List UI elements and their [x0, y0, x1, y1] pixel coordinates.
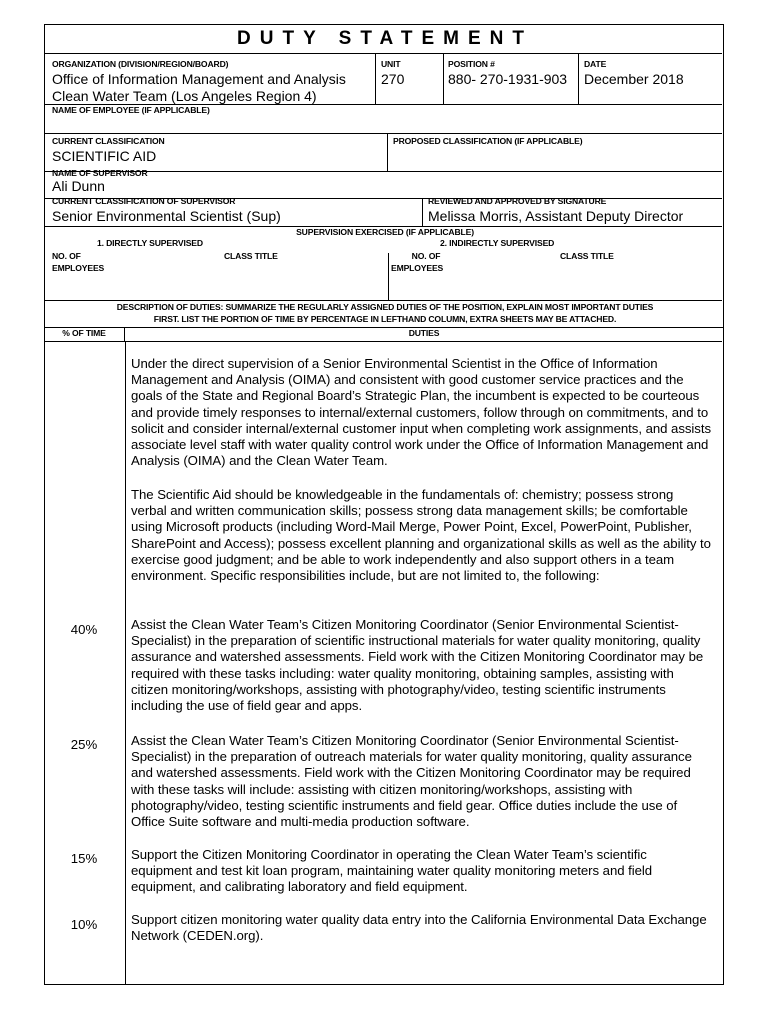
supervisor-name-label: NAME OF SUPERVISOR [52, 168, 148, 178]
position-value: 880- 270-1931-903 [448, 71, 568, 87]
org-label: ORGANIZATION (DIVISION/REGION/BOARD) [52, 59, 229, 69]
duty-text: Support citizen monitoring water quality data entry into the California Environmental Data Exchange Network (CEDEN.org). [131, 912, 707, 944]
reviewed-value: Melissa Morris, Assistant Deputy Director [428, 208, 684, 224]
duty-percent: 40% [70, 622, 98, 637]
supervision-heading: SUPERVISION EXERCISED (IF APPLICABLE) [296, 227, 474, 237]
rule-date-left [578, 53, 579, 104]
org-line2: Clean Water Team (Los Angeles Region 4) [52, 88, 317, 104]
rule-proposed-left [387, 133, 388, 171]
unit-value: 270 [381, 71, 405, 87]
position-label: POSITION # [448, 59, 495, 69]
supervisor-name-value: Ali Dunn [52, 178, 105, 194]
rule-under-supervision [45, 300, 722, 301]
duty-text: Assist the Clean Water Team’s Citizen Monitoring Coordinator (Senior Environmental Scientist-Specialist) in the preparation of scientific instructional materials for water quality monitoring, quality assurance and watershed assessments. Field work with the Citizen Monitoring Coordinator may be required with these tasks including: water quality monitoring, obtaining samples, assisting with citizen monitoring/workshops, assisting with photography/video, testing scientific instruments including the use of field gear and apps. [131, 617, 704, 714]
indirect-employees-label: EMPLOYEES [391, 263, 444, 273]
rule-percent-column [125, 341, 126, 984]
direct-employees-label: EMPLOYEES [52, 263, 105, 273]
indirect-no-of-label: NO. OF [411, 251, 441, 261]
current-classification-label: CURRENT CLASSIFICATION [52, 136, 165, 146]
description-instructions-line1: DESCRIPTION OF DUTIES: SUMMARIZE THE REGULARLY ASSIGNED DUTIES OF THE POSITION, EXPLAIN MOST IMPORTANT DUTIES [116, 302, 654, 312]
supervisor-class-label: CURRENT CLASSIFICATION OF SUPERVISOR [52, 196, 236, 206]
page-title: DUTY STATEMENT [237, 28, 533, 49]
rule-position-left [443, 53, 444, 104]
org-line1: Office of Information Management and Analysis [52, 71, 346, 87]
supervisor-class-value: Senior Environmental Scientist (Sup) [52, 208, 281, 224]
percent-time-header: % OF TIME [62, 328, 106, 338]
rule-under-title [45, 53, 722, 54]
duty-percent: 15% [70, 851, 98, 866]
duty-text: Support the Citizen Monitoring Coordinator in operating the Clean Water Team’s scientific equipment and test kit loan program, maintaining water quality monitoring meters and field equipment, and calibrating laboratory and field equipment. [131, 847, 653, 895]
direct-no-of-label: NO. OF [52, 251, 81, 261]
duty-percent: 10% [70, 917, 98, 932]
date-value: December 2018 [584, 71, 684, 87]
rule-reviewed-left [422, 198, 423, 226]
date-label: DATE [584, 59, 607, 69]
duties-header: DUTIES [408, 328, 440, 338]
indirectly-supervised-label: 2. INDIRECTLY SUPERVISED [440, 238, 555, 248]
indirect-class-title-label: CLASS TITLE [560, 251, 614, 261]
rule-supervision-middle [388, 253, 389, 300]
rule-under-description [45, 341, 722, 342]
description-instructions-line2: FIRST. LIST THE PORTION OF TIME BY PERCENTAGE IN LEFTHAND COLUMN, EXTRA SHEETS MAY BE ATTACHED. [153, 314, 617, 324]
directly-supervised-label: 1. DIRECTLY SUPERVISED [97, 238, 203, 248]
intro-paragraph: Under the direct supervision of a Senior Environmental Scientist in the Office of Information Management and Analysis (OIMA) and consistent with good customer service practices and the goals of the State and Regional Board’s Strategic Plan, the incumbent is expected to be courteous and provide timely responses to internal/external customers, follow through on commitments, and to solicit and consider internal/external customer input when completing work assignments, and assists associate level staff with water quality control work under the Office of Information Management and Analysis (OIMA) and the Clean Water Team. [131, 356, 711, 469]
rule-unit-left [375, 53, 376, 104]
rule-column-header-divider [124, 327, 125, 341]
proposed-classification-label: PROPOSED CLASSIFICATION (IF APPLICABLE) [393, 136, 583, 146]
unit-label: UNIT [381, 59, 401, 69]
employee-name-label: NAME OF EMPLOYEE (IF APPLICABLE) [52, 105, 210, 115]
direct-class-title-label: CLASS TITLE [224, 251, 278, 261]
duty-text: Assist the Clean Water Team’s Citizen Monitoring Coordinator (Senior Environmental Scientist-Specialist) in the preparation of outreach materials for water quality monitoring, quality assurance and watershed assessments. Field work with the Citizen Monitoring Coordinator may be required with these tasks will include: assisting with citizen monitoring/workshops, assisting with photography/video, testing scientific instruments and field gear. Office duties include the use of Office Suite software and multi-media production software. [131, 733, 692, 830]
rule-under-employee-name [45, 133, 722, 134]
current-classification-value: SCIENTIFIC AID [52, 148, 157, 164]
duty-percent: 25% [70, 737, 98, 752]
reviewed-label: REVIEWED AND APPROVED BY SIGNATURE [428, 196, 607, 206]
intro-paragraph: The Scientific Aid should be knowledgeable in the fundamentals of: chemistry; possess strong verbal and written communication skills; possess strong data management skills; be comfortable using Microsoft products (including Word-Mail Merge, Power Point, Excel, PowerPoint, Publisher, SharePoint and Access); possess excellent planning and organizational skills as well as the ability to exercise good judgment; and be able to work independently and also support others in a team environment. Specific responsibilities include, but are not limited to, the following: [131, 487, 711, 584]
